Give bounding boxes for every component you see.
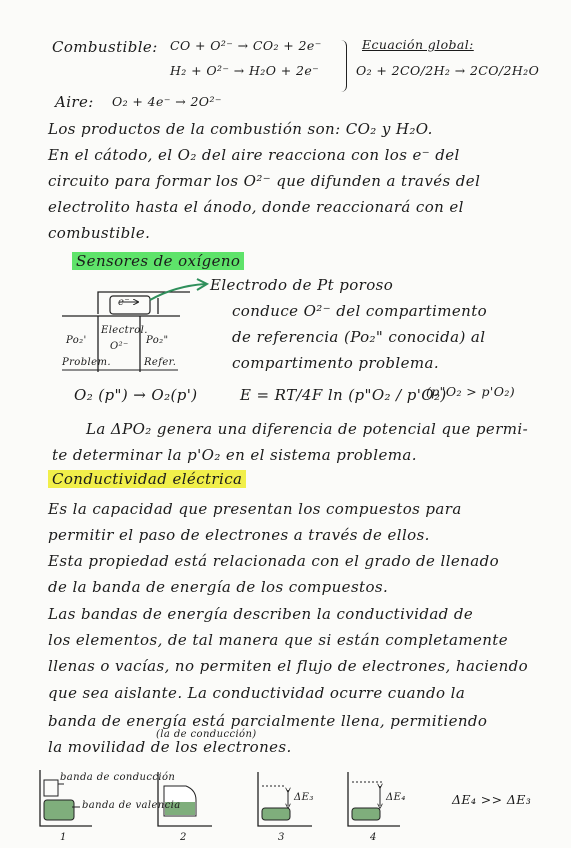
conduction-band-label: banda de conducción	[60, 772, 176, 783]
fuel-equation-2: H₂ + O²⁻ → H₂O + 2e⁻	[170, 63, 320, 78]
cathode-text-1: En el cátodo, el O₂ del aire reacciona con los e⁻ del	[48, 146, 460, 164]
conductivity-line-2: permitir el paso de electrones a través de ellos.	[48, 526, 430, 544]
diagram-number-3: 3	[278, 832, 285, 843]
pressure-condition: (p"O₂ > p'O₂)	[426, 384, 516, 399]
conductivity-line-8: que sea aislante. La conductividad ocurre cuando la	[48, 684, 466, 702]
air-label: Aire:	[55, 93, 94, 111]
cathode-text-3: electrolito hasta el ánodo, donde reaccionará con el	[48, 198, 464, 216]
oxide-ion-label: O²⁻	[110, 341, 129, 352]
sensor-reaction: O₂ (p") → O₂(p')	[74, 386, 198, 404]
reference-label: Refer.	[144, 357, 177, 368]
conductivity-line-5: Las bandas de energía describen la conductividad de	[48, 605, 474, 623]
valence-band-label: banda de valencia	[82, 800, 181, 811]
reference-pressure-label: Po₂"	[146, 335, 169, 346]
conductivity-line-1: Es la capacidad que presentan los compuestos para	[48, 500, 462, 518]
diagram-number-4: 4	[370, 832, 377, 843]
conductivity-line-6: los elementos, de tal manera que si están completamente	[48, 631, 508, 649]
sensor-desc-1: Electrodo de Pt poroso	[210, 276, 394, 294]
delta-text-1: La ΔPO₂ genera una diferencia de potencial que permi-	[86, 420, 529, 438]
sensors-heading-text: Sensores de oxígeno	[72, 252, 244, 270]
sensor-desc-2: conduce O²⁻ del compartimento	[232, 302, 488, 320]
conductivity-line-7: llenas o vacías, no permiten el flujo de electrones, haciendo	[48, 657, 529, 675]
electron-label: e⁻	[118, 297, 130, 308]
delta-text-2: te determinar la p'O₂ en el sistema problema.	[52, 446, 417, 464]
problem-label: Problem.	[62, 357, 111, 368]
sensor-desc-4: compartimento problema.	[232, 354, 439, 372]
conductivity-line-10: la movilidad de los electrones.	[48, 738, 292, 756]
diagram-number-1: 1	[60, 832, 67, 843]
gap-label-3: ΔE₃	[294, 792, 314, 803]
global-equation-title: Ecuación global:	[362, 37, 474, 52]
fuel-equation-1: CO + O²⁻ → CO₂ + 2e⁻	[170, 38, 322, 53]
gap-comparison: ΔE₄ >> ΔE₃	[452, 792, 532, 807]
conductivity-line-9: banda de energía está parcialmente llena, permitiendo	[48, 712, 488, 730]
diagram-number-2: 2	[180, 832, 187, 843]
conductivity-heading-text: Conductividad eléctrica	[48, 470, 246, 488]
products-text: Los productos de la combustión son: CO₂ y H₂O.	[48, 120, 433, 138]
conductivity-line-3: Esta propiedad está relacionada con el grado de llenado	[48, 552, 500, 570]
sensor-desc-3: de referencia (Po₂" conocida) al	[232, 328, 486, 346]
nernst-equation: E = RT/4F ln (p"O₂ / p'O₂)	[240, 386, 447, 404]
conductivity-line-4: de la banda de energía de los compuestos.	[48, 578, 389, 596]
electrolyte-label: Electrol.	[101, 325, 148, 336]
conduction-band-1	[44, 780, 58, 796]
fuel-label: Combustible:	[52, 38, 158, 56]
problem-pressure-label: Po₂'	[66, 335, 87, 346]
global-equation: O₂ + 2CO/2H₂ → 2CO/2H₂O	[356, 63, 540, 78]
cathode-text-2: circuito para formar los O²⁻ que difunden a través del	[48, 172, 481, 190]
gap-label-4: ΔE₄	[386, 792, 406, 803]
cathode-text-4: combustible.	[48, 224, 151, 242]
small-note: (la de conducción)	[156, 729, 257, 740]
valence-band-1	[44, 800, 74, 820]
air-equation: O₂ + 4e⁻ → 2O²⁻	[112, 94, 222, 109]
